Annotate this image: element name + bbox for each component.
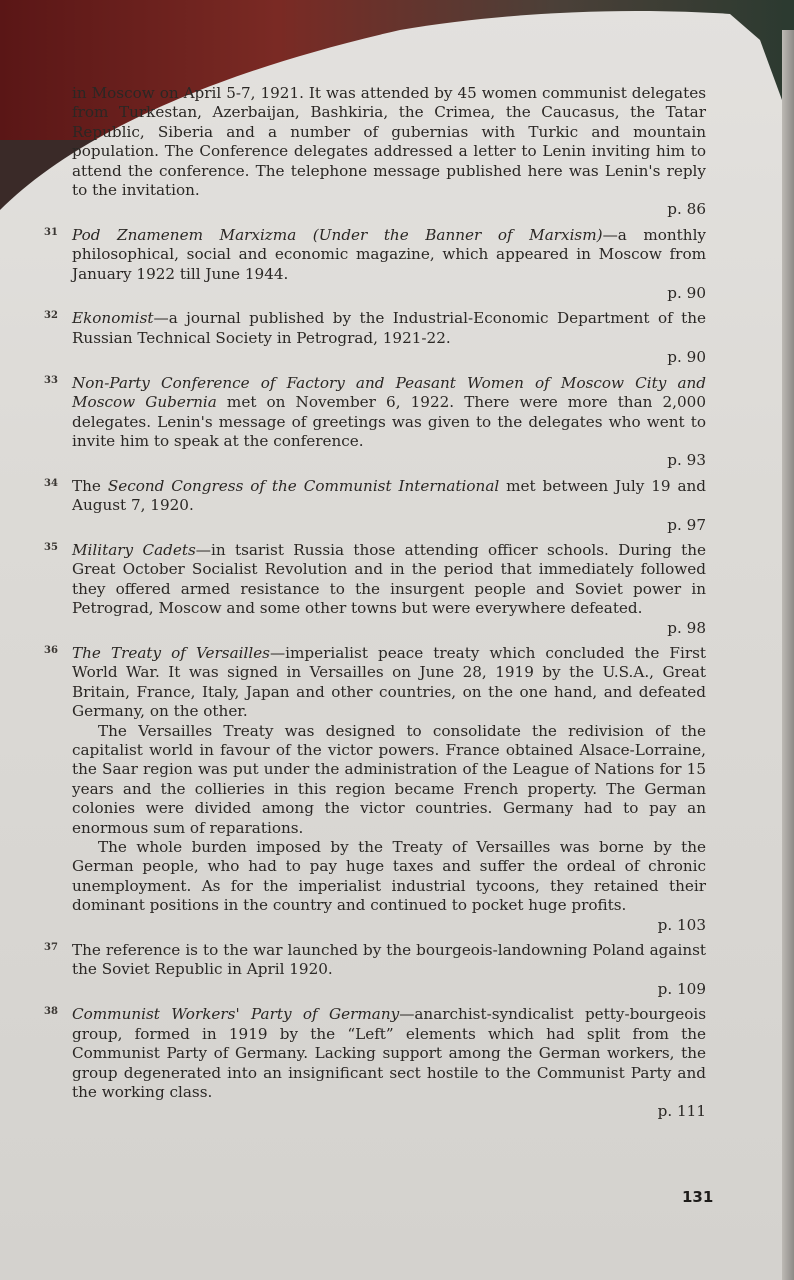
note-text: —a monthly philosophical, social and economic magazine, which appeared in Moscow from January 1922 till June 1944. (72, 225, 707, 283)
page-ref: p. 109 (657, 979, 706, 998)
note-prefix: The (72, 476, 108, 495)
note-number: 31 (44, 226, 58, 238)
note-33 (44, 374, 706, 471)
page-ref: p. 86 (667, 200, 706, 219)
note-36 (44, 644, 706, 935)
note-title: The Treaty of Versailles (72, 643, 270, 662)
page-ref: p. 93 (667, 451, 706, 470)
note-text: —anarchist-syndicalist petty-bourgeois group, formed in 1919 by the “Left” elements which had split from the Communist Party of Germany. Lacking support among the German workers, the group degenerated into an insignificant sect hostile to the Communist Party and the working class. (72, 1005, 706, 1101)
note-number: 36 (44, 644, 58, 656)
note-number: 37 (44, 942, 58, 954)
note-text: —imperialist peace treaty which concluded the First World War. It was signed in Versailles on June 28, 1919 by the U.S.A., Great Britain, France, Italy, Japan and other countries, on the one hand, and defeated Germany, on the other. (72, 643, 706, 721)
note-37 (44, 941, 706, 999)
note-38 (44, 1005, 706, 1121)
note-32 (44, 309, 706, 367)
note-text: met on November 6, 1922. There were more than 2,000 delegates. Lenin's message of greetings was given to the delegates who went to invite him to speak at the conference. (72, 393, 706, 450)
note-text: —in tsarist Russia those attending officer schools. During the Great October Socialist Revolution and in the period that immediately followed they offered armed resistance to the insurgent people and Soviet power in Petrograd, Moscow and some other towns but were everywhere defeated. (72, 540, 706, 618)
page-ref: p. 111 (657, 1102, 706, 1121)
note-34 (44, 477, 706, 535)
note-text: in Moscow on April 5-7, 1921. It was attended by 45 women communist delegates from Turkestan, Azerbaijan, Bashkiria, the Crimea, the Caucasus, the Tatar Republic, Siberia and a number of gubernias with Turkic and mountain population. The Conference delegates addressed a letter to Lenin inviting him to attend the conference. The telephone message published here was Lenin's reply to the invitation. (72, 84, 706, 200)
note-paragraph: The whole burden imposed by the Treaty of Versailles was borne by the German people, who had to pay huge taxes and suffer the ordeal of chronic unemployment. As for the imperialist industrial tycoons, they retained their dominant positions in the country and continued to pocket huge profits. (72, 838, 706, 915)
note-title: Communist Workers' Party of Germany (72, 1005, 400, 1024)
note-31 (44, 226, 706, 304)
notes-content (44, 84, 706, 1128)
note-title: Non-Party Conference of Factory and Peasant Women of Moscow City and Moscow Gubernia (72, 373, 706, 412)
page-edge (782, 30, 794, 1280)
note-title: Pod Znamenem Marxizma (Under the Banner of Marxism) (72, 225, 603, 244)
note-number: 38 (44, 1006, 58, 1018)
note-number: 32 (44, 310, 58, 322)
note-number: 33 (44, 374, 58, 386)
note-text: The reference is to the war launched by the bourgeois-landowning Poland against the Soviet Republic in April 1920. (72, 941, 706, 979)
note-title: Military Cadets (72, 540, 196, 559)
page-ref: p. 90 (667, 348, 706, 367)
note-title: Second Congress of the Communist International (107, 476, 500, 495)
page-number: 131 (682, 1188, 714, 1206)
note-continuation (44, 84, 706, 220)
page-ref: p. 98 (667, 618, 706, 637)
note-text: —a journal published by the Industrial-Economic Department of the Russian Technical Society in Petrograd, 1921-22. (72, 309, 706, 347)
page-ref: p. 90 (667, 284, 706, 303)
page-ref: p. 103 (657, 915, 706, 934)
note-text: met between July 19 and August 7, 1920. (72, 476, 706, 515)
note-number: 35 (44, 541, 58, 553)
note-35 (44, 541, 706, 638)
note-number: 34 (44, 477, 58, 489)
note-paragraph: The Versailles Treaty was designed to consolidate the redivision of the capitalist world in favour of the victor powers. France obtained Alsace-Lorraine, the Saar region was put under the administration of the League of Nations for 15 years and the collieries in this region became French property. The German colonies were divided among the victor countries. Germany had to pay an enormous sum of reparations. (72, 721, 706, 837)
page-ref: p. 97 (667, 515, 706, 534)
note-title: Ekonomist (72, 309, 154, 328)
